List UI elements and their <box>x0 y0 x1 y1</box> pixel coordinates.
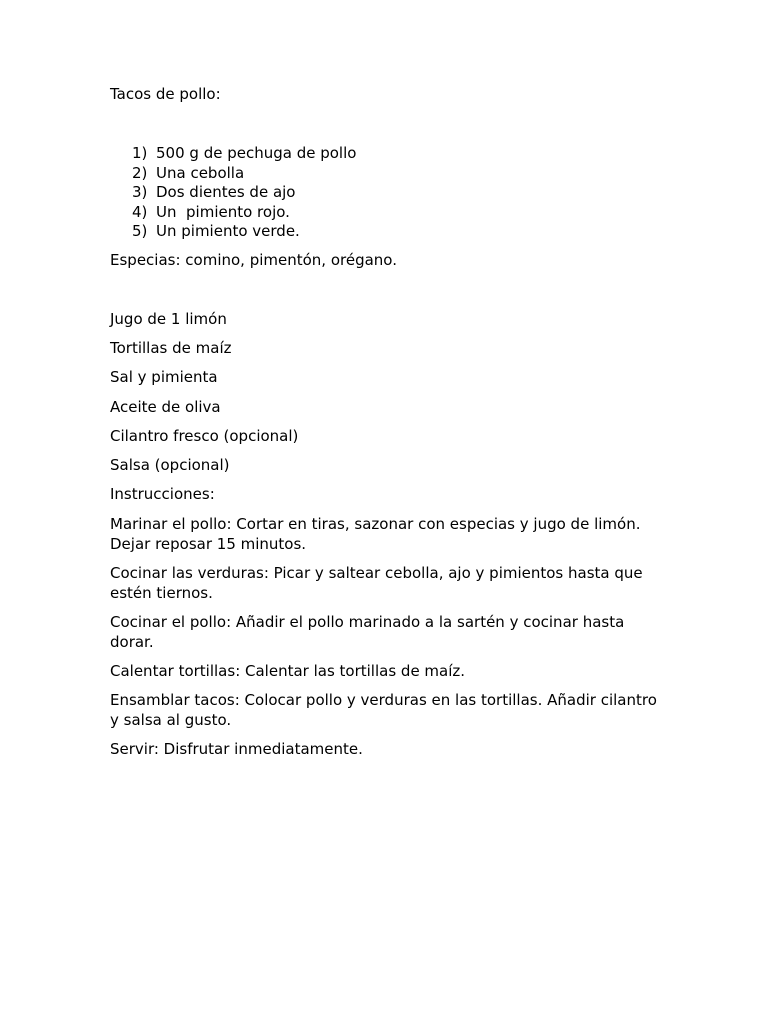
list-number: 1) <box>132 144 148 162</box>
list-item-text: Un pimiento rojo. <box>156 202 290 221</box>
instruction-step: Cocinar las verduras: Picar y saltear cebolla, ajo y pimientos hasta que estén tiernos. <box>110 564 643 602</box>
list-number: 3) <box>132 183 148 201</box>
list-item-text: Dos dientes de ajo <box>156 183 296 201</box>
list-number: 5) <box>132 222 148 240</box>
extra-ingredient: Tortillas de maíz <box>110 339 232 357</box>
list-item-text: Un pimiento verde. <box>156 222 300 240</box>
extra-ingredient: Cilantro fresco (opcional) <box>110 427 299 445</box>
recipe-title: Tacos de pollo: <box>110 85 221 103</box>
list-number: 2) <box>132 163 148 182</box>
instruction-step: Calentar tortillas: Calentar las tortillas de maíz. <box>110 662 466 680</box>
instruction-step: Servir: Disfrutar inmediatamente. <box>110 740 363 758</box>
extra-ingredient: Jugo de 1 limón <box>110 310 227 328</box>
instruction-step: Ensamblar tacos: Colocar pollo y verduras en las tortillas. Añadir cilantro y salsa al gusto. <box>110 691 657 729</box>
extra-ingredient: Salsa (opcional) <box>110 456 230 474</box>
instruction-step: Marinar el pollo: Cortar en tiras, sazonar con especias y jugo de limón. Dejar reposar 15 minutos. <box>110 515 641 553</box>
list-item-text: Una cebolla <box>156 163 245 182</box>
spices-line: Especias: comino, pimentón, orégano. <box>110 251 397 269</box>
instructions-heading: Instrucciones: <box>110 485 215 503</box>
list-number: 4) <box>132 202 148 221</box>
list-item-text: 500 g de pechuga de pollo <box>156 144 357 162</box>
instruction-step: Cocinar el pollo: Añadir el pollo marinado a la sartén y cocinar hasta dorar. <box>110 613 625 651</box>
extra-ingredient: Sal y pimienta <box>110 368 218 386</box>
extra-ingredient: Aceite de oliva <box>110 398 221 416</box>
